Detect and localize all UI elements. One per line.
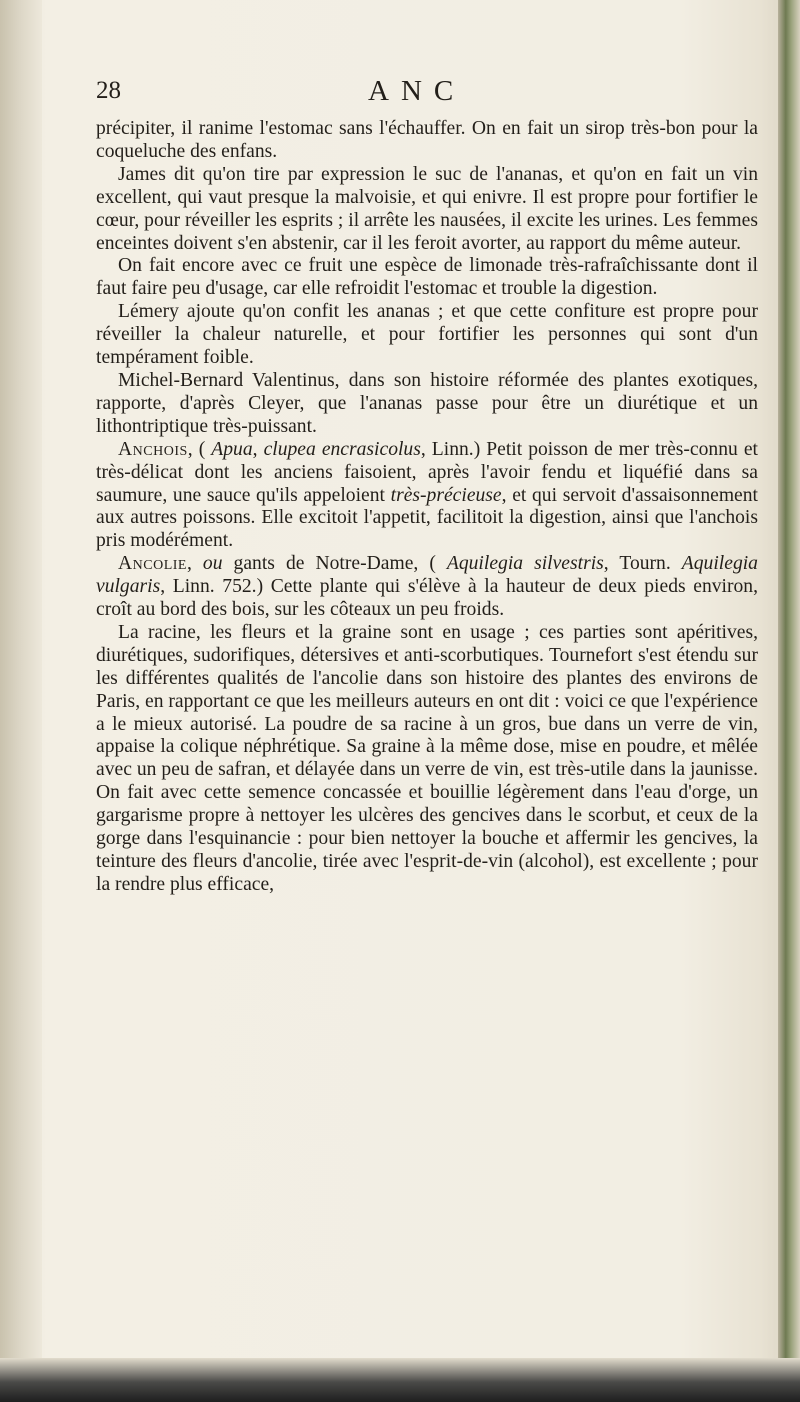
running-title: ANC	[368, 75, 466, 107]
entry-anchois: Anchois, ( Apua, clupea encrasicolus, Linn.) Petit poisson de mer très-connu et très-délicat dont les anciens faisoient, après l'avoir fendu et liquéfié dans sa saumure, une sauce qu'ils appeloient très-précieuse, et qui servoit d'assaisonnement aux autres poissons. Elle excitoit l'appetit, facilitoit la digestion, ainsi que l'anchois pris modérément.	[96, 438, 758, 552]
scan-bottom-edge	[0, 1358, 800, 1402]
latin-name: Aquilegia vulgaris	[96, 553, 758, 598]
paragraph: Michel-Bernard Valentinus, dans son histoire réformée des plantes exotiques, rapporte, d'après Cleyer, que l'ananas passe pour être un diurétique et un lithontriptique très-puissant.	[96, 369, 758, 437]
page-edge	[778, 0, 800, 1402]
headword: Anchois	[118, 438, 188, 460]
page-number: 28	[96, 77, 121, 104]
paragraph: On fait encore avec ce fruit une espèce de limonade très-rafraîchissante dont il faut faire peu d'usage, car elle refroidit l'estomac et trouble la digestion.	[96, 255, 758, 300]
page-gutter	[0, 0, 42, 1402]
paragraph: James dit qu'on tire par expression le suc de l'ananas, et qu'on en fait un vin excellent, qui vaut presque la malvoisie, et qui enivre. Il est propre pour fortifier le cœur, pour réveiller les esprits ; il arrête les nausées, il excite les urines. Les femmes enceintes doivent s'en abstenir, car il les feroit avorter, au rapport du même auteur.	[96, 163, 758, 254]
emphasis: très-précieuse	[390, 484, 502, 506]
headword: Ancolie	[118, 553, 187, 575]
paragraph: Lémery ajoute qu'on confit les ananas ; et que cette confiture est propre pour réveiller la chaleur naturelle, et pour fortifier les personnes qui sont d'un tempérament foible.	[96, 301, 758, 369]
latin-name: clupea encrasicolus	[263, 438, 421, 460]
paragraph: La racine, les fleurs et la graine sont en usage ; ces parties sont apéritives, diurétiques, sudorifiques, détersives et anti-scorbutiques. Tournefort s'est étendu sur les différentes qualités de l'ancolie dans son histoire des plantes des environs de Paris, en rapportant ce que les meilleurs auteurs en ont dit : voici ce que l'expérience a le mieux autorisé. La poudre de sa racine à un gros, bue dans un verre de vin, appaise la colique néphrétique. Sa graine à la même dose, mise en poudre, et mêlée avec un peu de safran, et délayée dans un verre de vin, est très-utile dans la jaunisse. On fait avec cette semence concassée et bouillie légèrement dans l'eau d'orge, un gargarisme propre à nettoyer les ulcères des gencives dans le scorbut, et ceux de la gorge dans l'esquinancie : pour bien nettoyer la bouche et affermir les gencives, la teinture des fleurs d'ancolie, tirée avec l'esprit-de-vin (alcohol), est excellente ; pour la rendre plus efficace,	[96, 621, 758, 895]
entry-ancolie: Ancolie, ou gants de Notre-Dame, ( Aquilegia silvestris, Tourn. Aquilegia vulgaris, Linn. 752.) Cette plante qui s'élève à la hauteur de deux pieds environ, croît au bord des bois, sur les côteaux un peu froids.	[96, 553, 758, 621]
latin-name: Aquilegia silvestris	[446, 553, 604, 575]
page-header	[96, 77, 756, 113]
latin-name: Apua	[211, 438, 253, 460]
body-text	[96, 118, 758, 897]
paragraph: précipiter, il ranime l'estomac sans l'échauffer. On en fait un sirop très-bon pour la coqueluche des enfans.	[96, 118, 758, 162]
